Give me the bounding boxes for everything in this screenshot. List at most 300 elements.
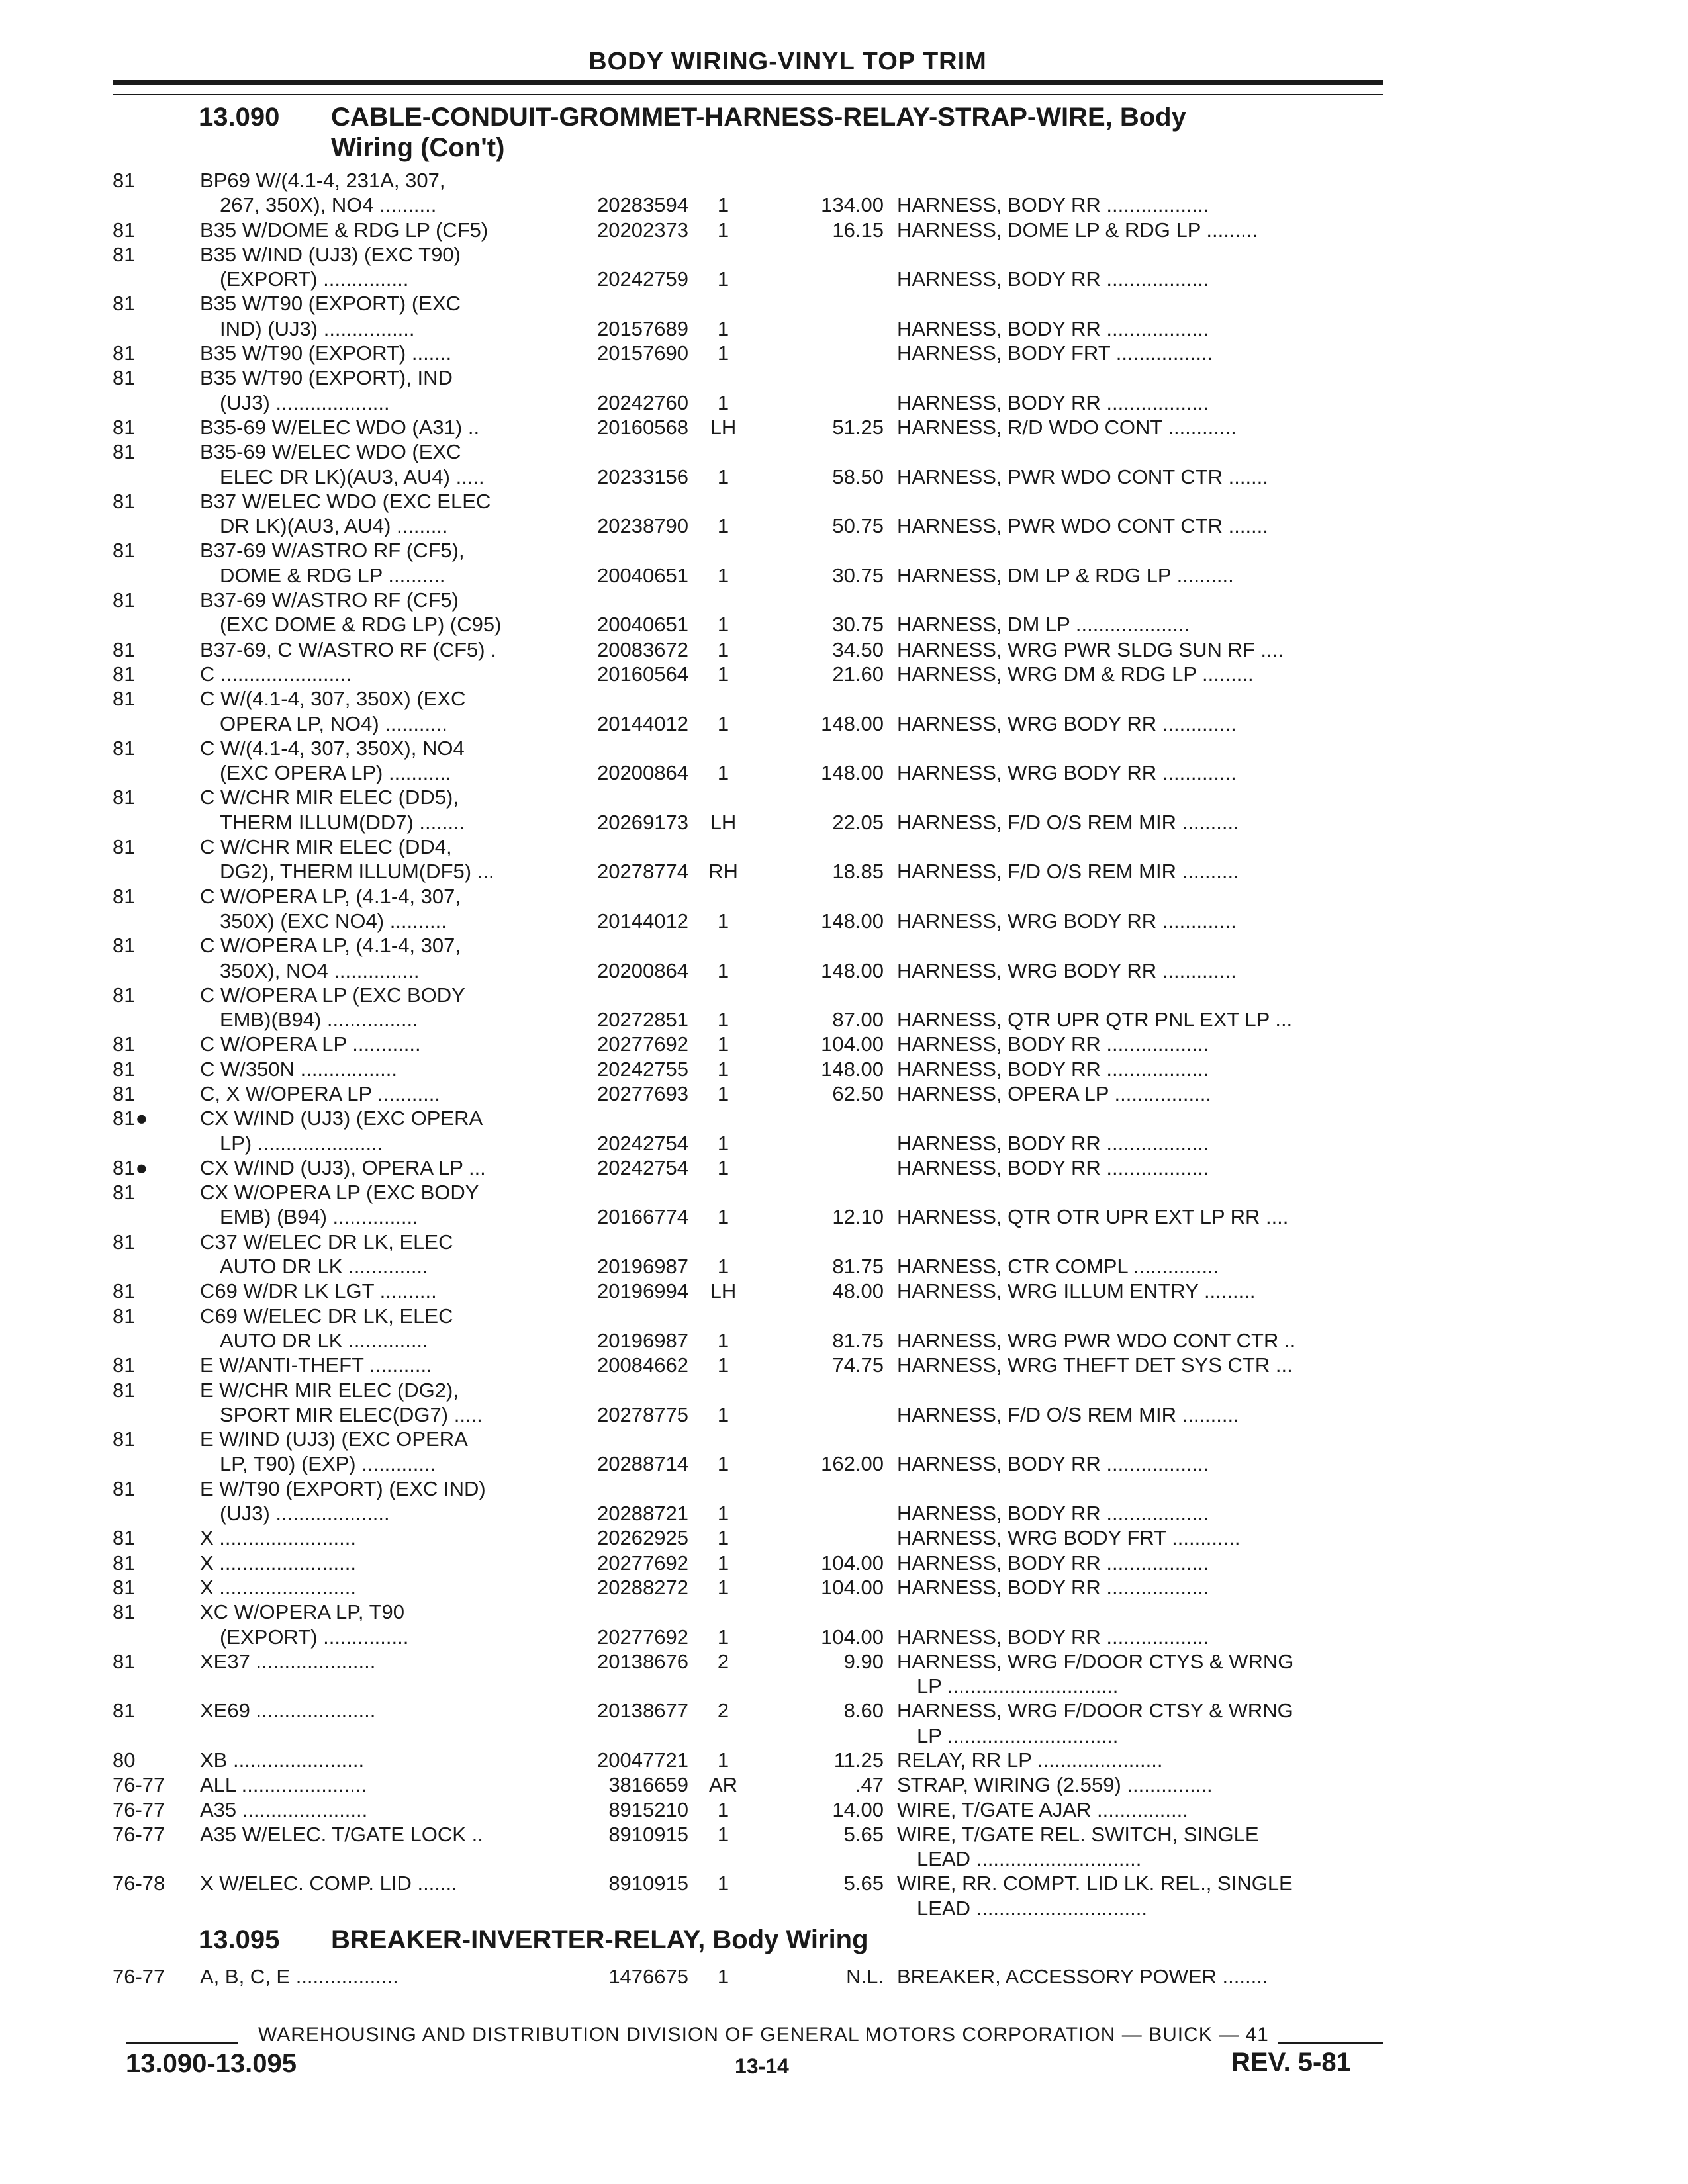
row-year: 81	[113, 218, 136, 242]
row-application: XC W/OPERA LP, T90	[200, 1600, 404, 1624]
row-application: X W/ELEC. COMP. LID .......	[200, 1872, 457, 1895]
row-application: C69 W/ELEC DR LK, ELEC	[200, 1304, 453, 1328]
row-year: 76-77	[113, 1773, 165, 1797]
table-row	[113, 1057, 1383, 1081]
row-price: 81.75	[832, 1255, 884, 1279]
table-row	[113, 588, 1383, 612]
row-price: 5.65	[843, 1822, 884, 1846]
row-part-number: 3816659	[608, 1773, 688, 1797]
row-part-number: 20157689	[597, 316, 688, 340]
row-part-number: 20040651	[597, 563, 688, 587]
row-quantity: 1	[717, 1353, 729, 1377]
row-application: OPERA LP, NO4) ...........	[220, 711, 447, 735]
table-row	[113, 1797, 1383, 1822]
table-row	[113, 1674, 1383, 1698]
row-application: B37-69 W/ASTRO RF (CF5)	[200, 588, 459, 612]
table-row	[113, 1964, 1383, 1989]
row-price: 104.00	[821, 1551, 884, 1574]
table-row	[113, 316, 1383, 341]
table-row	[113, 168, 1383, 193]
row-year: 81	[113, 440, 136, 464]
row-price: 9.90	[843, 1649, 884, 1673]
row-year: 81	[113, 1081, 136, 1105]
table-row	[113, 760, 1383, 785]
row-year: 81	[113, 366, 136, 390]
row-quantity: 1	[717, 316, 729, 340]
row-part-number: 20233156	[597, 465, 688, 488]
row-application: ELEC DR LK)(AU3, AU4) .....	[220, 465, 485, 488]
row-price: 148.00	[821, 958, 884, 982]
row-part-number: 20242755	[597, 1057, 688, 1081]
row-application: EMB) (B94) ...............	[220, 1205, 418, 1229]
row-quantity: 1	[717, 1797, 729, 1821]
row-application: B37-69, C W/ASTRO RF (CF5) .	[200, 637, 496, 661]
row-description: HARNESS, WRG PWR SLDG SUN RF ....	[897, 637, 1284, 661]
row-description: LP ..............................	[917, 1674, 1119, 1698]
parts-list-2	[113, 1964, 1383, 1989]
table-row	[113, 1131, 1383, 1156]
row-application: C W/(4.1-4, 307, 350X) (EXC	[200, 687, 466, 711]
row-quantity: LH	[710, 1279, 737, 1303]
table-row	[113, 1304, 1383, 1328]
row-application: A35 W/ELEC. T/GATE LOCK ..	[200, 1822, 483, 1846]
section-number: 13.090	[199, 103, 280, 132]
table-row	[113, 1032, 1383, 1056]
row-part-number: 20144012	[597, 711, 688, 735]
row-quantity: 1	[717, 1452, 729, 1476]
table-row	[113, 465, 1383, 489]
row-price: 148.00	[821, 761, 884, 785]
row-description: HARNESS, CTR COMPL ...............	[897, 1255, 1219, 1279]
row-description: HARNESS, OPERA LP .................	[897, 1081, 1211, 1105]
row-application: E W/ANTI-THEFT ...........	[200, 1353, 432, 1377]
row-quantity: 1	[717, 1156, 729, 1179]
page-header	[113, 48, 1383, 85]
row-year: 81	[113, 169, 136, 192]
row-year: 81	[113, 341, 136, 365]
row-application: B35 W/T90 (EXPORT), IND	[200, 366, 453, 390]
row-quantity: 1	[717, 1402, 729, 1426]
row-part-number: 20288714	[597, 1452, 688, 1476]
row-quantity: 1	[717, 1526, 729, 1550]
table-row	[113, 662, 1383, 686]
row-quantity: LH	[710, 415, 737, 439]
row-application: EMB)(B94) ................	[220, 1008, 418, 1032]
row-year: 81	[113, 934, 136, 958]
row-description: HARNESS, PWR WDO CONT CTR .......	[897, 514, 1268, 538]
row-application: (EXPORT) ...............	[220, 267, 409, 291]
row-year: 81●	[113, 1156, 148, 1179]
row-quantity: 1	[717, 958, 729, 982]
table-row	[113, 1180, 1383, 1205]
section-title-line1: CABLE-CONDUIT-GROMMET-HARNESS-RELAY-STRAP-WIRE, Body	[331, 103, 1186, 132]
row-application: CX W/IND (UJ3) (EXC OPERA	[200, 1107, 483, 1130]
row-price: 30.75	[832, 563, 884, 587]
row-part-number: 8910915	[608, 1822, 688, 1846]
row-part-number: 20083672	[597, 637, 688, 661]
row-description: HARNESS, WRG BODY RR .............	[897, 711, 1237, 735]
row-price: 148.00	[821, 711, 884, 735]
row-description: HARNESS, BODY RR ..................	[897, 267, 1209, 291]
row-application: B37 W/ELEC WDO (EXC ELEC	[200, 489, 491, 513]
row-application: (UJ3) ....................	[220, 1502, 390, 1525]
table-row	[113, 439, 1383, 464]
row-quantity: 1	[717, 662, 729, 686]
row-part-number: 20166774	[597, 1205, 688, 1229]
row-description: HARNESS, BODY RR ..................	[897, 1625, 1209, 1649]
table-row	[113, 489, 1383, 514]
row-application: BP69 W/(4.1-4, 231A, 307,	[200, 169, 445, 192]
row-description: HARNESS, BODY RR ..................	[897, 316, 1209, 340]
row-application: C W/OPERA LP ............	[200, 1032, 421, 1056]
row-price: 22.05	[832, 810, 884, 834]
section-number: 13.095	[199, 1925, 280, 1954]
row-part-number: 8915210	[608, 1797, 688, 1821]
row-description: HARNESS, WRG DM & RDG LP .........	[897, 662, 1254, 686]
row-application: (UJ3) ....................	[220, 390, 390, 414]
row-application: E W/T90 (EXPORT) (EXC IND)	[200, 1477, 486, 1500]
row-year: 81	[113, 1428, 136, 1451]
row-price: 162.00	[821, 1452, 884, 1476]
row-quantity: 1	[717, 613, 729, 637]
row-price: 104.00	[821, 1575, 884, 1599]
row-price: 48.00	[832, 1279, 884, 1303]
row-year: 81	[113, 1551, 136, 1574]
row-quantity: 1	[717, 1032, 729, 1056]
row-quantity: 1	[717, 193, 729, 217]
table-row	[113, 1896, 1383, 1921]
row-price: 50.75	[832, 514, 884, 538]
row-application: X ........................	[200, 1551, 356, 1574]
row-description: WIRE, T/GATE REL. SWITCH, SINGLE	[897, 1822, 1259, 1846]
table-row	[113, 711, 1383, 736]
row-application: X ........................	[200, 1575, 356, 1599]
row-year: 76-77	[113, 1822, 165, 1846]
row-part-number: 20288721	[597, 1502, 688, 1525]
table-row	[113, 1525, 1383, 1550]
row-part-number: 20242759	[597, 267, 688, 291]
row-year: 81	[113, 242, 136, 266]
row-quantity: 2	[717, 1649, 729, 1673]
row-part-number: 20160568	[597, 415, 688, 439]
row-year: 81	[113, 1230, 136, 1253]
parts-list	[113, 168, 1383, 1921]
row-quantity: 1	[717, 637, 729, 661]
table-row	[113, 1427, 1383, 1451]
row-application: B35 W/T90 (EXPORT) (EXC	[200, 292, 461, 316]
row-description: HARNESS, BODY RR ..................	[897, 1551, 1209, 1574]
row-year: 81	[113, 415, 136, 439]
row-quantity: 1	[717, 267, 729, 291]
row-price: 16.15	[832, 218, 884, 242]
row-application: A, B, C, E ..................	[200, 1965, 399, 1988]
table-row	[113, 1328, 1383, 1353]
table-row	[113, 1402, 1383, 1427]
row-application: LP, T90) (EXP) .............	[220, 1452, 436, 1476]
row-part-number: 20196994	[597, 1279, 688, 1303]
row-quantity: RH	[708, 860, 738, 884]
table-row	[113, 1254, 1383, 1279]
row-application: CX W/IND (UJ3), OPERA LP ...	[200, 1156, 486, 1179]
table-row	[113, 1205, 1383, 1229]
table-row	[113, 1846, 1383, 1871]
row-price: 14.00	[832, 1797, 884, 1821]
row-quantity: 1	[717, 514, 729, 538]
row-description: HARNESS, DM LP & RDG LP ..........	[897, 563, 1234, 587]
row-description: HARNESS, WRG F/DOOR CTYS & WRNG	[897, 1649, 1294, 1673]
row-application: B35 W/T90 (EXPORT) .......	[200, 341, 452, 365]
row-year: 76-78	[113, 1872, 165, 1895]
row-quantity: 1	[717, 711, 729, 735]
row-part-number: 20200864	[597, 761, 688, 785]
row-year: 81	[113, 1649, 136, 1673]
row-application: XE37 .....................	[200, 1649, 376, 1673]
row-application: SPORT MIR ELEC(DG7) .....	[220, 1402, 483, 1426]
row-application: LP) ......................	[220, 1131, 383, 1155]
row-application: AUTO DR LK ..............	[220, 1328, 428, 1352]
table-row	[113, 365, 1383, 390]
row-price: 5.65	[843, 1872, 884, 1895]
row-year: 81	[113, 1699, 136, 1723]
row-description: HARNESS, QTR OTR UPR EXT LP RR ....	[897, 1205, 1289, 1229]
row-part-number: 20283594	[597, 193, 688, 217]
row-application: (EXC OPERA LP) ...........	[220, 761, 451, 785]
row-quantity: 1	[717, 390, 729, 414]
row-price: N.L.	[846, 1965, 884, 1988]
row-year: 81	[113, 1526, 136, 1550]
table-row	[113, 983, 1383, 1007]
row-part-number: 20157690	[597, 341, 688, 365]
row-price: 30.75	[832, 613, 884, 637]
row-part-number: 20047721	[597, 1749, 688, 1772]
row-part-number: 20242760	[597, 390, 688, 414]
table-row	[113, 1106, 1383, 1130]
row-description: HARNESS, BODY RR ..................	[897, 1575, 1209, 1599]
row-part-number: 20138677	[597, 1699, 688, 1723]
footer-rule	[1278, 2042, 1383, 2044]
row-description: HARNESS, BODY RR ..................	[897, 193, 1209, 217]
row-description: HARNESS, BODY RR ..................	[897, 1502, 1209, 1525]
row-quantity: 1	[717, 1822, 729, 1846]
table-row	[113, 1501, 1383, 1525]
row-description: HARNESS, BODY RR ..................	[897, 1057, 1209, 1081]
row-price: 148.00	[821, 1057, 884, 1081]
row-application: B35-69 W/ELEC WDO (EXC	[200, 440, 461, 464]
table-row	[113, 193, 1383, 217]
row-year: 81	[113, 1057, 136, 1081]
row-description: HARNESS, BODY RR ..................	[897, 1452, 1209, 1476]
row-description: RELAY, RR LP ......................	[897, 1749, 1163, 1772]
row-application: DOME & RDG LP ..........	[220, 563, 445, 587]
row-application: C37 W/ELEC DR LK, ELEC	[200, 1230, 453, 1253]
row-description: HARNESS, WRG BODY RR .............	[897, 761, 1237, 785]
table-row	[113, 1748, 1383, 1772]
row-quantity: 1	[717, 1255, 729, 1279]
row-application: DR LK)(AU3, AU4) .........	[220, 514, 448, 538]
row-application: 350X), NO4 ...............	[220, 958, 420, 982]
row-year: 81	[113, 1378, 136, 1402]
row-price: 34.50	[832, 637, 884, 661]
section-title: BREAKER-INVERTER-RELAY, Body Wiring	[331, 1925, 868, 1954]
table-row	[113, 1007, 1383, 1032]
footer-division: WAREHOUSING AND DISTRIBUTION DIVISION OF GENERAL MOTORS CORPORATION — BUICK — 41	[258, 2024, 1269, 2046]
row-description: HARNESS, WRG BODY RR .............	[897, 958, 1237, 982]
table-row	[113, 933, 1383, 958]
table-row	[113, 1871, 1383, 1895]
row-description: HARNESS, BODY FRT .................	[897, 341, 1213, 365]
row-quantity: 1	[717, 1965, 729, 1988]
row-part-number: 20242754	[597, 1131, 688, 1155]
row-year: 81	[113, 588, 136, 612]
row-description: HARNESS, BODY RR ..................	[897, 390, 1209, 414]
row-application: THERM ILLUM(DD7) ........	[220, 810, 465, 834]
row-description: HARNESS, BODY RR ..................	[897, 1131, 1209, 1155]
row-year: 80	[113, 1749, 136, 1772]
row-description: HARNESS, F/D O/S REM MIR ..........	[897, 810, 1239, 834]
header-rule	[113, 94, 1383, 95]
row-price: 81.75	[832, 1328, 884, 1352]
row-description: HARNESS, DM LP ....................	[897, 613, 1190, 637]
row-application: C W/OPERA LP, (4.1-4, 307,	[200, 934, 461, 958]
table-row	[113, 612, 1383, 637]
table-row	[113, 835, 1383, 859]
table-row	[113, 1600, 1383, 1624]
footer-page-number: 13-14	[735, 2054, 789, 2078]
row-quantity: 1	[717, 1008, 729, 1032]
table-row	[113, 810, 1383, 835]
row-price: 8.60	[843, 1699, 884, 1723]
row-application: ALL ......................	[200, 1773, 367, 1797]
row-application: X ........................	[200, 1526, 356, 1550]
table-row	[113, 341, 1383, 365]
row-part-number: 20278774	[597, 860, 688, 884]
row-application: 267, 350X), NO4 ..........	[220, 193, 437, 217]
row-part-number: 20278775	[597, 1402, 688, 1426]
row-application: DG2), THERM ILLUM(DF5) ...	[220, 860, 494, 884]
row-price: .47	[855, 1773, 884, 1797]
row-quantity: 1	[717, 1625, 729, 1649]
row-application: C, X W/OPERA LP ...........	[200, 1081, 440, 1105]
row-year: 81	[113, 1600, 136, 1624]
row-description: WIRE, RR. COMPT. LID LK. REL., SINGLE	[897, 1872, 1293, 1895]
row-application: AUTO DR LK ..............	[220, 1255, 428, 1279]
row-year: 81	[113, 786, 136, 809]
row-part-number: 20200864	[597, 958, 688, 982]
row-year: 81	[113, 1353, 136, 1377]
row-quantity: 1	[717, 1081, 729, 1105]
row-quantity: 1	[717, 1551, 729, 1574]
row-price: 12.10	[832, 1205, 884, 1229]
row-year: 81	[113, 1279, 136, 1303]
table-row	[113, 1081, 1383, 1106]
table-row	[113, 686, 1383, 711]
table-row	[113, 1649, 1383, 1674]
row-price: 104.00	[821, 1032, 884, 1056]
row-part-number: 20242754	[597, 1156, 688, 1179]
row-description: HARNESS, QTR UPR QTR PNL EXT LP ...	[897, 1008, 1293, 1032]
row-application: B35 W/IND (UJ3) (EXC T90)	[200, 242, 461, 266]
section-heading-13-090	[199, 102, 1186, 163]
row-application: B35-69 W/ELEC WDO (A31) ..	[200, 415, 480, 439]
row-description: LP ..............................	[917, 1723, 1119, 1747]
row-part-number: 20277692	[597, 1625, 688, 1649]
table-row	[113, 1822, 1383, 1846]
row-part-number: 20272851	[597, 1008, 688, 1032]
row-price: 134.00	[821, 193, 884, 217]
row-part-number: 20138676	[597, 1649, 688, 1673]
row-application: C W/CHR MIR ELEC (DD5),	[200, 786, 459, 809]
row-quantity: 1	[717, 1575, 729, 1599]
row-price: 74.75	[832, 1353, 884, 1377]
row-year: 81	[113, 1575, 136, 1599]
table-row	[113, 1279, 1383, 1303]
row-application: E W/IND (UJ3) (EXC OPERA	[200, 1428, 468, 1451]
row-part-number: 20288272	[597, 1575, 688, 1599]
row-description: HARNESS, R/D WDO CONT ............	[897, 415, 1237, 439]
row-year: 81	[113, 1181, 136, 1205]
row-year: 81	[113, 489, 136, 513]
row-quantity: 1	[717, 341, 729, 365]
table-row	[113, 1575, 1383, 1600]
row-price: 21.60	[832, 662, 884, 686]
row-quantity: 1	[717, 1205, 729, 1229]
table-row	[113, 291, 1383, 316]
row-description: HARNESS, DOME LP & RDG LP .........	[897, 218, 1258, 242]
row-part-number: 20144012	[597, 909, 688, 933]
row-quantity: LH	[710, 810, 737, 834]
row-description: WIRE, T/GATE AJAR ................	[897, 1797, 1188, 1821]
row-description: HARNESS, F/D O/S REM MIR ..........	[897, 860, 1239, 884]
row-year: 81	[113, 736, 136, 760]
row-application: IND) (UJ3) ................	[220, 316, 415, 340]
table-row	[113, 785, 1383, 809]
row-year: 81	[113, 292, 136, 316]
row-description: HARNESS, WRG F/DOOR CTSY & WRNG	[897, 1699, 1293, 1723]
row-year: 81	[113, 687, 136, 711]
row-year: 81	[113, 1304, 136, 1328]
row-application: CX W/OPERA LP (EXC BODY	[200, 1181, 479, 1205]
row-application: C W/OPERA LP (EXC BODY	[200, 983, 465, 1007]
row-year: 76-77	[113, 1797, 165, 1821]
row-year: 81	[113, 539, 136, 563]
row-application: E W/CHR MIR ELEC (DG2),	[200, 1378, 459, 1402]
row-application: XB .......................	[200, 1749, 365, 1772]
row-price: 18.85	[832, 860, 884, 884]
table-row	[113, 1451, 1383, 1476]
row-part-number: 20277692	[597, 1551, 688, 1574]
row-description: HARNESS, WRG BODY RR .............	[897, 909, 1237, 933]
row-year: 81	[113, 1477, 136, 1500]
row-year: 76-77	[113, 1965, 165, 1988]
row-price: 11.25	[833, 1749, 884, 1772]
table-row	[113, 242, 1383, 267]
row-application: XE69 .....................	[200, 1699, 376, 1723]
row-price: 51.25	[832, 415, 884, 439]
row-part-number: 20269173	[597, 810, 688, 834]
table-row	[113, 218, 1383, 242]
row-quantity: 1	[717, 1131, 729, 1155]
table-row	[113, 514, 1383, 538]
row-application: B35 W/DOME & RDG LP (CF5)	[200, 218, 489, 242]
row-quantity: 1	[717, 218, 729, 242]
table-row	[113, 1723, 1383, 1748]
row-quantity: 1	[717, 1502, 729, 1525]
footer-section-range: 13.090-13.095	[126, 2049, 297, 2078]
row-year: 81	[113, 835, 136, 859]
row-part-number: 20277692	[597, 1032, 688, 1056]
table-row	[113, 884, 1383, 909]
row-price: 87.00	[832, 1008, 884, 1032]
